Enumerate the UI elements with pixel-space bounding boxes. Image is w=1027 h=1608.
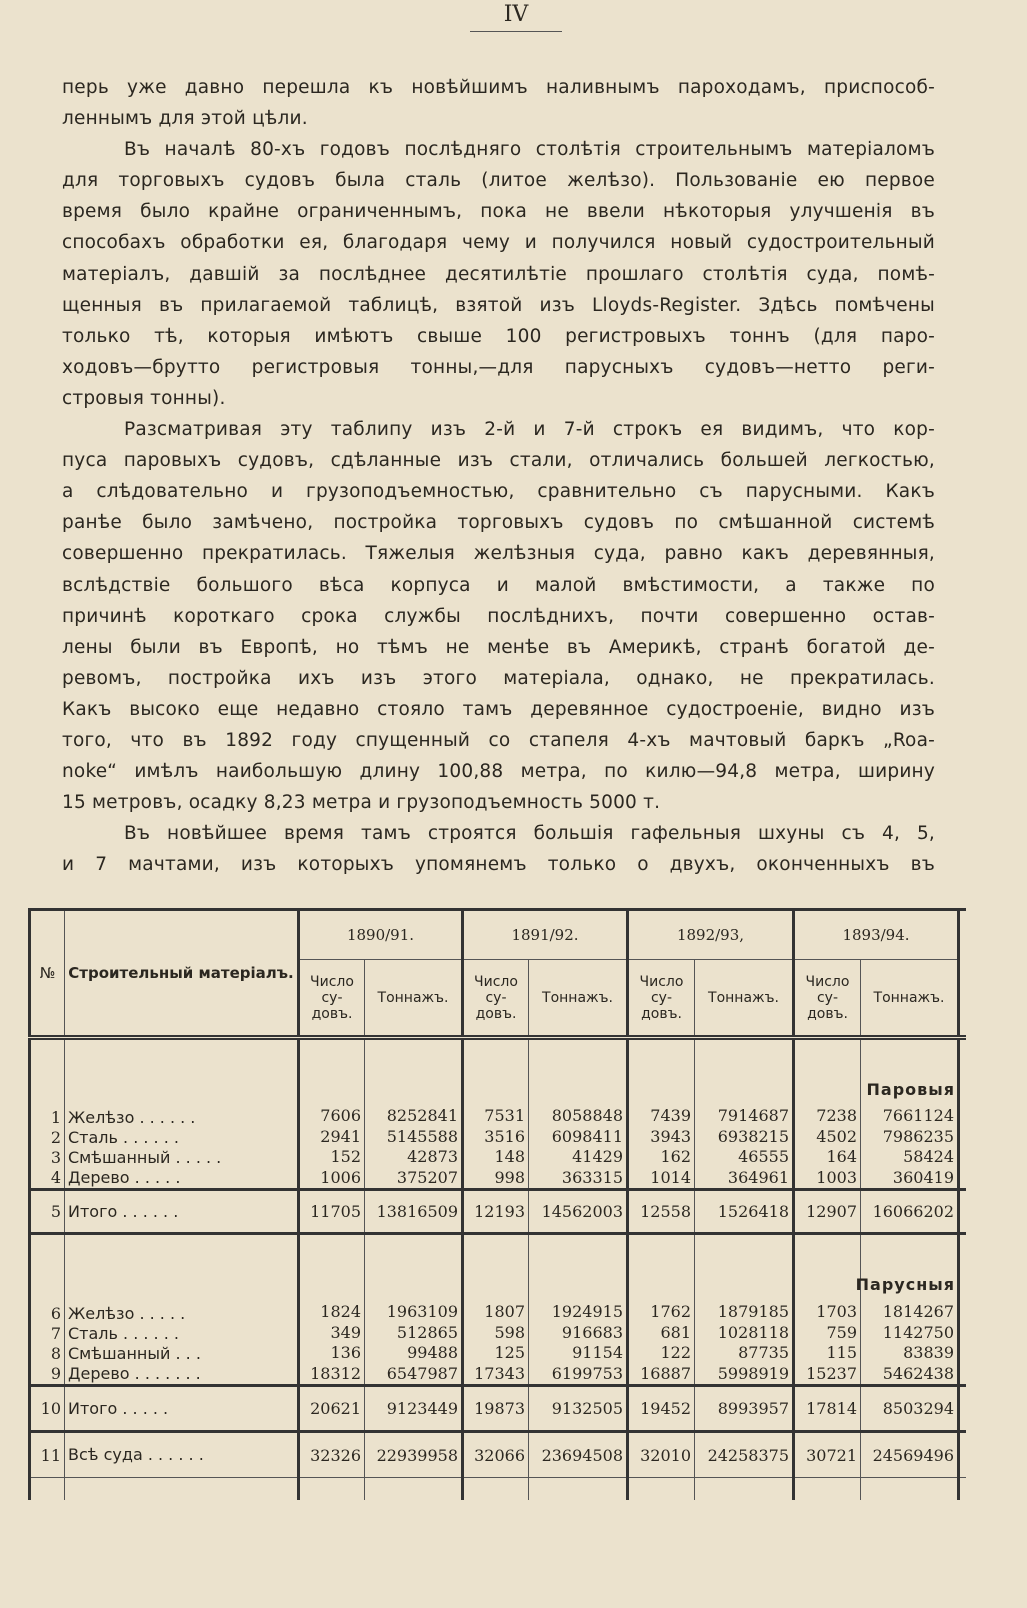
- table-cell: 598: [494, 1322, 525, 1342]
- row-label: Итого . . . . . .: [65, 1190, 299, 1234]
- row-number: 6: [50, 1304, 61, 1323]
- table-cell: 4502: [816, 1126, 857, 1146]
- total-cell: 9132505: [529, 1386, 628, 1432]
- text-line: а слѣдовательно и грузоподъемностью, сравнительно съ парусными. Какъ: [62, 481, 935, 503]
- total-cell: 32326: [299, 1432, 365, 1478]
- text-line: матеріалъ, давшій за послѣднее десятилѣтіе прошлаго столѣтія суда, помѣ-: [62, 263, 935, 285]
- text-line: вслѣдствіе большого вѣса корпуса и малой вмѣстимости, а также по: [62, 574, 935, 596]
- row-label: Желѣзо . . . . .: [68, 1304, 186, 1323]
- row-label: Итого . . . . .: [65, 1386, 299, 1432]
- table-cell: 83839: [903, 1343, 954, 1362]
- total-cell: 1526418: [695, 1190, 794, 1234]
- text-line: и 7 мачтами, изъ которыхъ упомянемъ только о двухъ, оконченныхъ въ: [62, 854, 935, 876]
- count-subheader: Число су- довъ.: [628, 960, 695, 1038]
- text-line: причинѣ короткаго срока службы послѣднихъ, почти совершенно остав-: [62, 605, 935, 627]
- tonnage-subheader: Тоннажъ.: [529, 960, 628, 1038]
- body-text: [62, 72, 935, 880]
- total-cell: 22939958: [365, 1432, 463, 1478]
- table-cell: 91154: [572, 1343, 623, 1362]
- section-label: Парусныя: [855, 1275, 955, 1294]
- total-cell: 12907: [794, 1190, 861, 1234]
- text-line: время было крайне ограниченнымъ, пока не ввели нѣкоторыя улучшенія въ: [62, 201, 935, 223]
- row-number: 9: [50, 1364, 61, 1383]
- table-cell: 87735: [738, 1343, 789, 1362]
- table-cell: 375207: [396, 1167, 458, 1187]
- table-cell: 7238: [816, 1106, 857, 1125]
- text-line: 15 метровъ, осадку 8,23 метра и грузоподъемность 5000 т.: [62, 792, 661, 814]
- year-header: 1891/92.: [463, 910, 628, 960]
- table-cell: 916683: [561, 1322, 623, 1342]
- table-cell: 6547987: [386, 1363, 458, 1383]
- total-cell: 23694508: [529, 1432, 628, 1478]
- row-label: Всѣ суда . . . . . .: [65, 1432, 299, 1478]
- table-cell: 6199753: [551, 1363, 623, 1383]
- table-cell: 998: [494, 1167, 525, 1187]
- row-label: Сталь . . . . . .: [68, 1128, 179, 1147]
- table-cell: 1703: [816, 1302, 857, 1321]
- total-cell: 32010: [628, 1432, 695, 1478]
- total-cell: 32066: [463, 1432, 529, 1478]
- table-cell: 99488: [407, 1343, 458, 1362]
- table-cell: 6098411: [551, 1126, 623, 1146]
- total-cell: 14562003: [529, 1190, 628, 1234]
- total-cell: 20621: [299, 1386, 365, 1432]
- table-cell: 162: [660, 1147, 691, 1166]
- table-cell: 7606: [320, 1106, 361, 1125]
- text-line: способахъ обработки ея, благодаря чему и получился новый судостроительный: [62, 232, 935, 254]
- table-cell: 5145588: [386, 1126, 458, 1146]
- table-cell: 1824: [320, 1302, 361, 1321]
- table-cell: 1814267: [882, 1302, 954, 1321]
- row-number: 8: [50, 1344, 61, 1363]
- table-cell: 1006: [320, 1167, 361, 1187]
- count-subheader: Число су- довъ.: [794, 960, 861, 1038]
- row-number: 7: [50, 1324, 61, 1343]
- table-cell: 1028118: [717, 1322, 789, 1342]
- table-cell: 148: [494, 1147, 525, 1166]
- text-line: ревомъ, постройка ихъ изъ этого матеріала, однако, не прекратилась.: [62, 667, 935, 689]
- table-cell: 5998919: [717, 1363, 789, 1383]
- table-cell: 1963109: [386, 1302, 458, 1321]
- table-cell: 7986235: [882, 1126, 954, 1146]
- row-label: Дерево . . . . .: [68, 1168, 181, 1187]
- table-cell: 136: [330, 1343, 361, 1362]
- total-cell: 16066202: [861, 1190, 959, 1234]
- count-subheader: Число су- довъ.: [463, 960, 529, 1038]
- table-cell: 17343: [474, 1363, 525, 1383]
- total-cell: 12193: [463, 1190, 529, 1234]
- row-number: 2: [50, 1128, 61, 1147]
- count-subheader: Число су- довъ.: [299, 960, 365, 1038]
- row-number: 10: [30, 1386, 65, 1432]
- table-cell: 3516: [484, 1126, 525, 1146]
- total-cell: 12558: [628, 1190, 695, 1234]
- text-line: ранѣе было замѣчено, постройка торговыхъ судовъ по смѣшанной системѣ: [62, 512, 935, 534]
- row-label: Смѣшанный . . . . .: [68, 1148, 222, 1167]
- table-cell: 512865: [396, 1322, 458, 1342]
- text-line: леннымъ для этой цѣли.: [62, 108, 308, 130]
- table-cell: 42873: [407, 1147, 458, 1166]
- year-header: 1893/94.: [794, 910, 959, 960]
- table-cell: 5462438: [882, 1363, 954, 1383]
- text-line: только тѣ, которыя имѣютъ свыше 100 регистровыхъ тоннъ (для паро-: [62, 325, 935, 347]
- text-line: пуса паровыхъ судовъ, сдѣланные изъ стали, отличались большей легкостью,: [62, 450, 935, 472]
- text-line: лены были въ Европѣ, но тѣмъ не менѣе въ Америкѣ, странѣ богатой де-: [62, 636, 935, 658]
- table-cell: 125: [494, 1343, 525, 1362]
- text-line: щенныя въ прилагаемой таблицѣ, взятой изъ Lloyds-Register. Здѣсь помѣчены: [62, 294, 935, 316]
- table-cell: 122: [660, 1343, 691, 1362]
- total-cell: 13816509: [365, 1190, 463, 1234]
- page-number: IV: [470, 2, 562, 32]
- table-cell: 152: [330, 1147, 361, 1166]
- row-number: 1: [50, 1108, 61, 1127]
- text-line: для торговыхъ судовъ была сталь (литое желѣзо). Пользованіе ею первое: [62, 170, 935, 192]
- text-line: Въ новѣйшее время тамъ строятся большія гафельныя шхуны съ 4, 5,: [124, 823, 935, 845]
- year-header: 1890/91.: [299, 910, 463, 960]
- text-line: noke“ имѣлъ наибольшую длину 100,88 метра, по килю—94,8 метра, ширину: [62, 761, 935, 783]
- table-cell: 41429: [572, 1147, 623, 1166]
- text-line: Разсматривая эту таблипу изъ 2-й и 7-й строкъ ея видимъ, что кор-: [124, 419, 935, 441]
- text-line: совершенно прекратилась. Тяжелыя желѣзныя суда, равно какъ деревянныя,: [62, 543, 935, 565]
- text-line: Въ началѣ 80-хъ годовъ послѣдняго столѣтія строительнымъ матеріаломъ: [124, 139, 935, 161]
- table-cell: 8252841: [386, 1106, 458, 1125]
- table-cell: 681: [660, 1322, 691, 1342]
- tonnage-subheader: Тоннажъ.: [365, 960, 463, 1038]
- row-label: Смѣшанный . . .: [68, 1344, 201, 1363]
- table-cell: 1762: [650, 1302, 691, 1321]
- total-cell: 9123449: [365, 1386, 463, 1432]
- row-label: Сталь . . . . . .: [68, 1324, 179, 1343]
- text-line: того, что въ 1892 году спущенный со стапеля 4-хъ мачтовый баркъ „Roa-: [62, 729, 935, 751]
- row-label: Дерево . . . . . . .: [68, 1364, 201, 1383]
- total-cell: 19873: [463, 1386, 529, 1432]
- table-cell: 349: [330, 1322, 361, 1342]
- table-cell: 3943: [650, 1126, 691, 1146]
- text-line: ходовъ—брутто регистровыя тонны,—для парусныхъ судовъ—нетто реги-: [62, 356, 935, 378]
- table-cell: 16887: [640, 1363, 691, 1383]
- table-cell: 115: [826, 1343, 857, 1362]
- row-number: 11: [30, 1432, 65, 1478]
- ship-statistics-table: [28, 908, 966, 1500]
- table-cell: 759: [826, 1322, 857, 1342]
- row-label: Желѣзо . . . . . .: [68, 1108, 196, 1127]
- table-cell: 1879185: [717, 1302, 789, 1321]
- table-cell: 46555: [738, 1147, 789, 1166]
- section-label: Паровыя: [866, 1080, 955, 1099]
- year-header: 1892/93,: [628, 910, 794, 960]
- table-cell: 7531: [484, 1106, 525, 1125]
- table-cell: 364961: [727, 1167, 789, 1187]
- table-cell: 1807: [484, 1302, 525, 1321]
- total-cell: 24258375: [695, 1432, 794, 1478]
- col-no-header: №: [30, 910, 65, 1038]
- table-cell: 1142750: [882, 1322, 954, 1342]
- tonnage-subheader: Тоннажъ.: [861, 960, 959, 1038]
- table-cell: 164: [826, 1147, 857, 1166]
- table-cell: 7439: [650, 1106, 691, 1125]
- table-cell: 7661124: [882, 1106, 954, 1125]
- text-line: перь уже давно перешла къ новѣйшимъ наливнымъ пароходамъ, приспособ-: [62, 77, 935, 98]
- total-cell: 8993957: [695, 1386, 794, 1432]
- table-cell: 1014: [650, 1167, 691, 1187]
- text-line: стровыя тонны).: [62, 387, 226, 409]
- tonnage-subheader: Тоннажъ.: [695, 960, 794, 1038]
- table-cell: 58424: [903, 1147, 954, 1166]
- table-cell: 15237: [806, 1363, 857, 1383]
- table-cell: 1924915: [551, 1302, 623, 1321]
- table-cell: 2941: [320, 1126, 361, 1146]
- total-cell: 19452: [628, 1386, 695, 1432]
- col-material-header: Строительный матеріалъ.: [65, 910, 299, 1038]
- total-cell: 24569496: [861, 1432, 959, 1478]
- table-cell: 6938215: [717, 1126, 789, 1146]
- row-number: 3: [50, 1148, 61, 1167]
- table-cell: 8058848: [551, 1106, 623, 1125]
- row-number: 5: [30, 1190, 65, 1234]
- total-cell: 17814: [794, 1386, 861, 1432]
- text-line: Какъ высоко еще недавно стояло тамъ деревянное судостроеніе, видно изъ: [62, 698, 935, 720]
- total-cell: 8503294: [861, 1386, 959, 1432]
- table-cell: 18312: [310, 1363, 361, 1383]
- table-cell: 360419: [892, 1167, 954, 1187]
- total-cell: 30721: [794, 1432, 861, 1478]
- row-number: 4: [50, 1168, 61, 1187]
- table-cell: 7914687: [717, 1106, 789, 1125]
- total-cell: 11705: [299, 1190, 365, 1234]
- table-cell: 1003: [816, 1167, 857, 1187]
- table-cell: 363315: [561, 1167, 623, 1187]
